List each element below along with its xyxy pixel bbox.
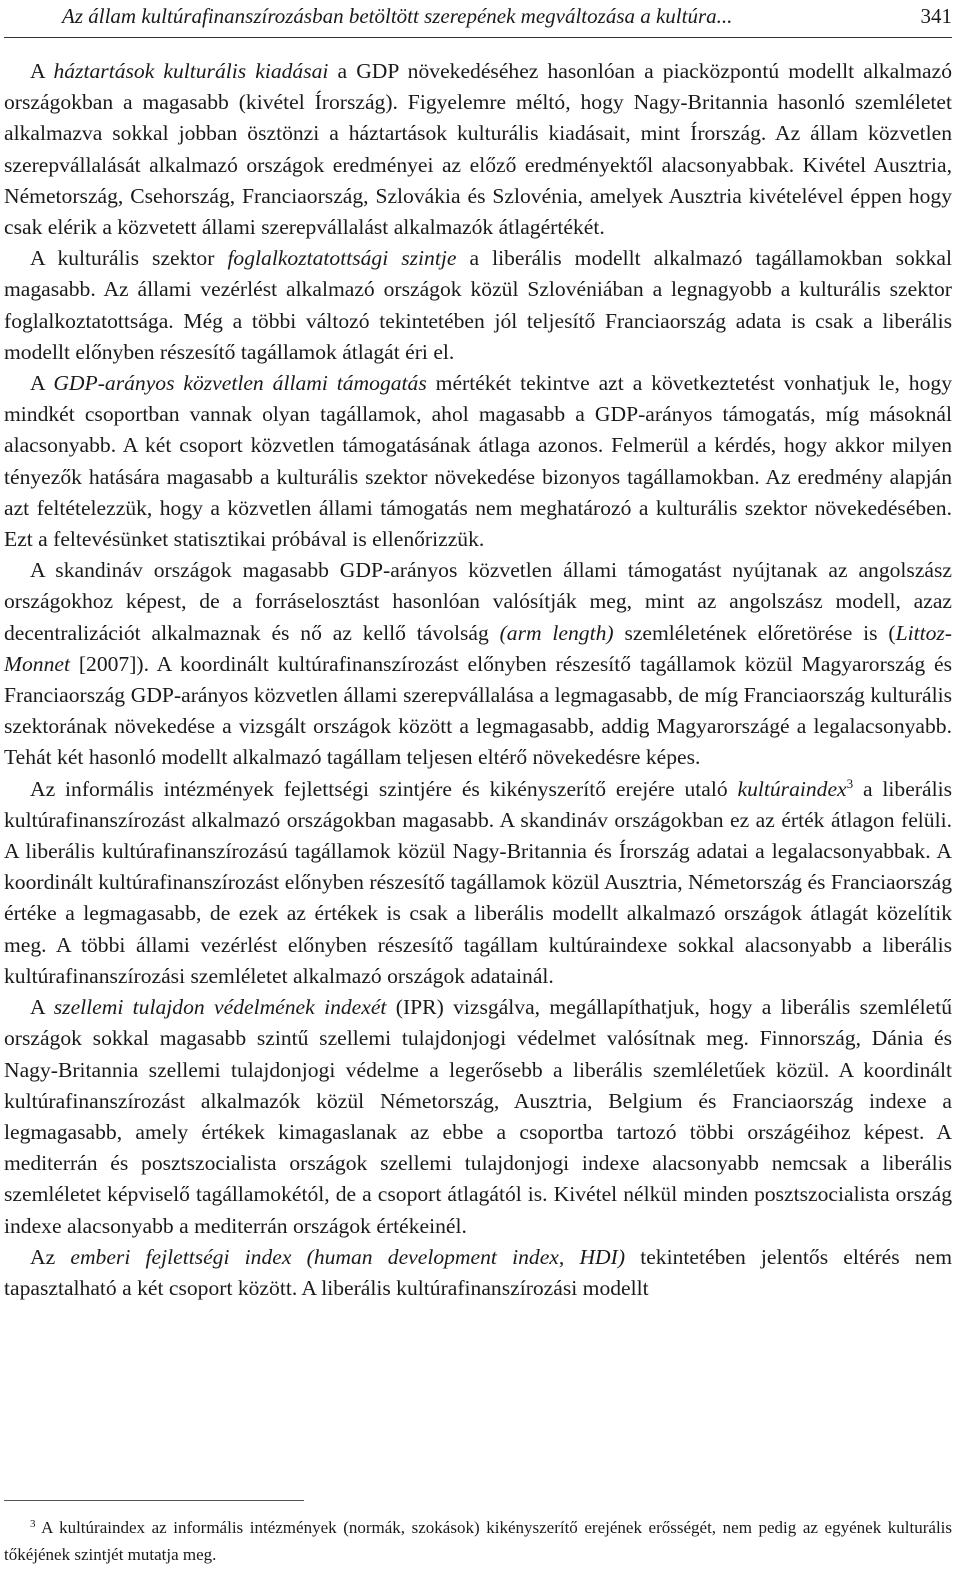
paragraph (4, 1242, 952, 1304)
paragraph-text: A kulturális szektor (30, 246, 228, 271)
paragraph-text: a GDP növekedéséhez hasonlóan a piacközpontú modellt alkalmazó országokban a magasabb (kivétel Írország). Figyelemre méltó, hogy Nagy-Britannia hasonló szemléletet alkalmazva sokkal jobban ösztönzi a háztartások kulturális kiadásait, mint Írország. Az állam közvetlen szerepvállalását alkalmazó országok eredményei az előző eredményektől alacsonyabbak. Kivétel Ausztria, Németország, Csehország, Franciaország, Szlovákia és Szlovénia, amelyek Ausztria kivételével éppen hogy csak elérik a közvetett állami szerepvállalást alkalmazók átlagértékét. (4, 59, 952, 240)
paragraph-text: a liberális modellt alkalmazó tagállamokban sokkal magasabb. Az állami vezérlést alkalmazó országok közül Szlovéniában a legnagyobb a kulturális szektor foglalkoztatottsága. Még a többi változó tekintetében jól teljesítő Franciaország adata is csak a liberális modellt előnyben részesítő tagállamok átlagát éri el. (4, 246, 952, 364)
paragraph (4, 774, 952, 992)
paragraph (4, 992, 952, 1242)
header-rule (4, 37, 952, 38)
running-header (62, 2, 952, 32)
italic-term: Littoz-Monnet (4, 620, 952, 676)
italic-term: háztartások kulturális kiadásai (53, 59, 329, 83)
footnote-marker: 3 (30, 1518, 36, 1530)
paragraph (4, 56, 952, 243)
paragraph-text: szemléletének előretörése is ( (613, 620, 896, 645)
italic-term: foglalkoztatottsági szintje (227, 246, 457, 271)
footnote-rule (4, 1500, 304, 1501)
italic-term: GDP-arányos közvetlen állami támogatás (53, 371, 427, 396)
paragraph-text: (IPR) vizsgálva, megállapíthatjuk, hogy a liberális szemléletű országok sokkal magasabb szintű szellemi tulajdonjogi védelmet valósítnak meg. Finnország, Dánia és Nagy-Britannia szellemi tulajdonjogi védelme a legerősebb a liberális szemléletűek közül. A koordinált kultúrafinanszírozást alkalmazók közül Németország, Ausztria, Belgium és Franciaország indexe a legmagasabb, amely értékek kimagaslanak az ebbe a csoportba tartozó többi országéihoz képest. A mediterrán és posztszocialista országok szellemi tulajdonjogi indexe alacsonyabb nemcsak a liberális szemléletet képviselő tagállamokétól, de a csoport átlagától is. Kivétel nélkül minden posztszocialista ország indexe alacsonyabb a mediterrán országok értékeinél. (4, 995, 952, 1238)
page-number: 341 (920, 4, 952, 28)
paragraph-text: A (30, 59, 54, 83)
paragraph (4, 368, 952, 555)
footnote-text: A kultúraindex az informális intézmények (normák, szokások) kikényszerítő erejének erősségét, nem pedig az egyének kulturális tőkéjének szintjét mutatja meg. (4, 1518, 952, 1564)
paragraph (4, 555, 952, 773)
footnote (4, 1514, 952, 1568)
body-text (4, 56, 952, 1304)
footnote-reference: 3 (846, 775, 854, 791)
italic-term: szellemi tulajdon védelmének indexét (53, 995, 387, 1020)
paragraph-text: A skandináv országok magasabb GDP-arányos közvetlen állami támogatást nyújtanak az angolszász országokhoz képest, de a forráselosztást hasonlóan valósítják meg, mint az angolszász modell, azaz decentralizációt alkalmaznak és nő az kellő távolság (4, 558, 952, 645)
paragraph-text: [2007]). A koordinált kultúrafinanszírozást előnyben részesítő tagállamok közül Magyarország és Franciaország GDP-arányos közvetlen állami szerepvállalása a legmagasabb, de míg Franciaország kulturális szektorának növekedése a vizsgált országok között a legmagasabb, addig Magyarországé a legalacsonyabb. Tehát két hasonló modellt alkalmazó tagállam teljesen eltérő növekedésre képes. (4, 651, 952, 770)
paragraph (4, 243, 952, 368)
italic-term: kultúraindex (737, 776, 847, 801)
paragraph-text: mértékét tekintve azt a következtetést vonhatjuk le, hogy mindkét csoportban vannak olyan tagállamok, ahol magasabb a GDP-arányos támogatás, míg másoknál alacsonyabb. A két csoport közvetlen támogatásának átlaga azonos. Felmerül a kérdés, hogy akkor milyen tényezők hatására magasabb a kulturális szektor növekedése bizonyos tagállamokban. Az eredmény alapján azt feltételezzük, hogy a közvetlen állami támogatás nem meghatározó a kulturális szektor növekedésében. Ezt a feltevésünket statisztikai próbával is ellenőrizzük. (4, 371, 952, 552)
running-title: Az állam kultúrafinanszírozásban betöltött szerepének megváltozása a kultúra... (62, 4, 733, 28)
paragraph-text: Az informális intézmények fejlettségi szintjére és kikényszerítő erejére utaló (30, 776, 738, 801)
paragraph-text: A (30, 371, 54, 396)
paragraph-text: a liberális kultúrafinanszírozást alkalmazó országokban magasabb. A skandináv országokban ez az érték átlagon felüli. A liberális kultúrafinanszírozású tagállamok közül Nagy-Britannia és Írország adatai a legalacsonyabbak. A koordinált kultúrafinanszírozást előnyben részesítő tagállamok közül Ausztria, Németország és Franciaország értéke a legmagasabb, de ezek az értékek is csak a liberális modellt alkalmazó országok átlagát közelítik meg. A többi állami vezérlést előnyben részesítő tagállam kultúraindexe sokkal alacsonyabb a liberális kultúrafinanszírozási szemléletet alkalmazó országok adatainál. (4, 776, 952, 988)
italic-term: emberi fejlettségi index (human development index, HDI) (70, 1244, 626, 1269)
paragraph-text: Az (30, 1244, 71, 1269)
paragraph-text: tekintetében jelentős eltérés nem tapasztalható a két csoport között. A liberális kultúrafinanszírozási modellt (4, 1244, 953, 1300)
paragraph-text: A (30, 995, 54, 1020)
italic-term: (arm length) (499, 620, 614, 645)
